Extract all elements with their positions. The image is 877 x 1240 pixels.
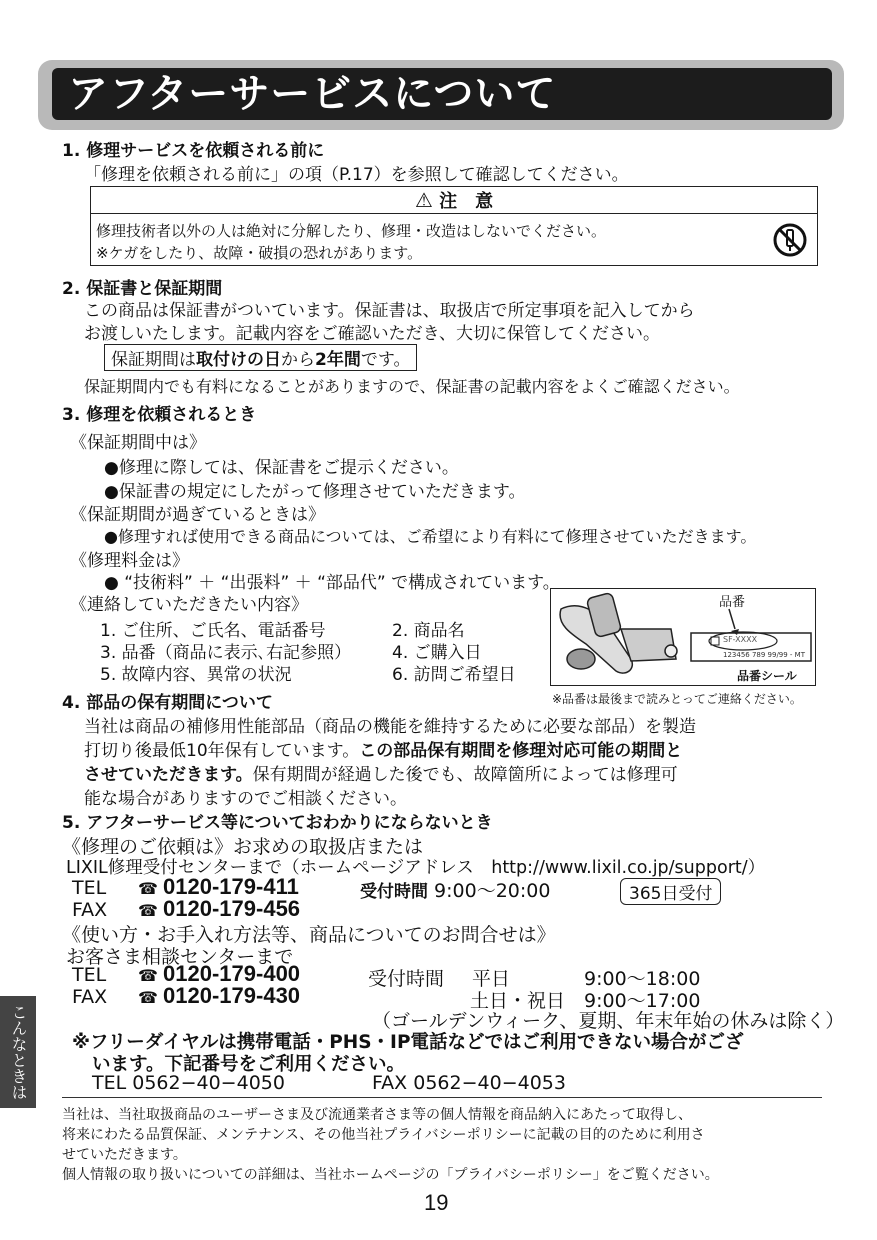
repair-request-to: お求めの取扱店または [233, 836, 424, 858]
privacy-line-1: 当社は、当社取扱商品のユーザーさま及び流通業者さま等の個人情報を商品納入にあたって取得し、 [62, 1107, 692, 1123]
section-4-line-3a: させていただきます。 [84, 765, 253, 785]
bullet-2: ●保証書の規定にしたがって修理させていただきます。 [104, 482, 526, 502]
usage-inquiry-label: 《使い方・お手入れ方法等、商品についてのお問合せは》 [62, 924, 556, 946]
caution-line-1: 修理技術者以外の人は絶対に分解したり、修理・改造はしないでください。 [96, 222, 607, 240]
in-warranty-label: 《保証期間中は》 [70, 433, 206, 453]
figure-seal-code: 123456 789 99/99 - MT [723, 651, 805, 659]
warranty-text-a: 保証期間は [111, 350, 196, 370]
caution-line-2: ※ケガをしたり、故障・破損の恐れがあります。 [96, 244, 423, 262]
warranty-period-box [104, 344, 417, 371]
alt-tel: TEL 0562−40−4050 [92, 1072, 285, 1094]
section-4-line-2 [84, 736, 682, 761]
divider [62, 1097, 822, 1098]
contact-label: 《連絡していただきたい内容》 [70, 595, 308, 615]
bullet-1: ●修理に際しては、保証書をご提示ください。 [104, 458, 459, 478]
figure-label-bottom: 品番シール [737, 669, 797, 683]
freedial-fax2-number [138, 983, 300, 1009]
fax2-label: FAX [72, 986, 108, 1008]
bullet-4: ● “技術料” ＋ “出張料” ＋ “部品代” で構成されています。 [104, 573, 560, 593]
section-2-line-2: お渡しいたします。記載内容をご確認いただき、大切に保管してください。 [84, 324, 660, 344]
holiday-exclusion: （ゴールデンウィーク、夏期、年末年始の休みは除く） [372, 1010, 845, 1032]
section-3-heading: 3. 修理を依頼されるとき [62, 405, 257, 425]
fax2-number: 0120-179-430 [163, 983, 301, 1008]
caution-title: 注 意 [439, 191, 494, 212]
alt-fax: FAX 0562−40−4053 [372, 1072, 566, 1094]
figure-seal-text: SF-XXXX [723, 635, 758, 644]
warranty-text-b: 取付けの日 [196, 350, 281, 370]
section-4-line-1: 当社は商品の補修用性能部品（商品の機能を維持するために必要な部品）を製造 [84, 717, 696, 737]
figure-label-top: 品番 [719, 595, 746, 610]
contact-item-1: 1. ご住所、ご氏名、電話番号 [100, 621, 326, 641]
weekday-label: 平日 [472, 968, 511, 990]
lixil-center-line: LIXIL修理受付センターまで（ホームページアドレス http://www.lixil.co.jp/support/） [66, 858, 766, 878]
caution-header [90, 186, 818, 214]
section-2-line-1: この商品は保証書がついています。保証書は、取扱店で所定事項を記入してから [84, 301, 695, 321]
side-tab: こんなときは [0, 996, 36, 1108]
figure-note: ※品番は最後まで読みとってご連絡ください。 [552, 692, 802, 706]
contact-item-2: 2. 商品名 [392, 621, 465, 641]
section-4-heading: 4. 部品の保有期間について [62, 693, 273, 713]
free-dial-note-2: います。下記番号をご利用ください。 [92, 1054, 406, 1075]
section-4-line-3b: 保有期間が経過した後でも、故障箇所によっては修理可 [252, 765, 678, 785]
section-4-line-2b: この部品保有期間を修理対応可能の期間と [359, 741, 683, 761]
privacy-line-4: 個人情報の取り扱いについての詳細は、当社ホームページの「プライバシーポリシー」をご覧ください。 [62, 1167, 719, 1183]
customer-center: お客さま相談センターまで [66, 946, 294, 968]
privacy-line-2: 将来にわたる品質保証、メンテナンス、その他当社プライバシーポリシーに記載の目的のために利用さ [62, 1127, 705, 1143]
privacy-line-3: せていただきます。 [62, 1147, 187, 1163]
fax-label: FAX [72, 899, 108, 921]
fee-label: 《修理料金は》 [70, 551, 189, 571]
section-2-heading: 2. 保証書と保証期間 [62, 279, 223, 299]
section-4-line-3 [84, 760, 678, 785]
hours-label: 受付時間 [368, 968, 445, 990]
after-warranty-label: 《保証期間が過ぎているときは》 [70, 505, 325, 525]
warranty-text-c: から [281, 350, 315, 370]
contact-item-3: 3. 品番（商品に表示､右記参照） [100, 643, 352, 663]
freedial-icon: ☎ [138, 966, 158, 985]
bullet-3: ●修理すれば使用できる商品については、ご希望により有料にて修理させていただきます。 [104, 527, 757, 546]
section-5-heading: 5. アフターサービス等についておわかりにならないとき [62, 813, 493, 833]
page-title: アフターサービスについて [68, 71, 557, 117]
tel-hours [360, 876, 550, 903]
section-4-line-2a: 打切り後最低10年保有しています。 [84, 741, 360, 761]
section-4-line-4: 能な場合がありますのでご相談ください。 [84, 789, 407, 809]
tel-hours-label: 受付時間 [360, 882, 428, 902]
contact-item-6: 6. 訪問ご希望日 [392, 665, 516, 685]
weekday-hours: 9:00〜18:00 [584, 968, 701, 990]
page-number: 19 [424, 1190, 449, 1215]
tel-hours-value: 9:00〜20:00 [434, 880, 551, 902]
section-1-text: 「修理を依頼される前に」の項（P.17）を参照して確認してください。 [84, 165, 629, 185]
product-label-figure [550, 588, 816, 686]
contact-item-5: 5. 故障内容、異常の状況 [100, 665, 292, 685]
tel2-label: TEL [72, 964, 107, 986]
section-2-note: 保証期間内でも有料になることがありますので、保証書の記載内容をよくご確認ください。 [84, 377, 740, 396]
repair-request-label: 《修理のご依頼は》 [62, 836, 234, 858]
section-1-heading: 1. 修理サービスを依頼される前に [62, 141, 325, 161]
365-badge: 365日受付 [620, 878, 721, 905]
freedial-fax-number [138, 896, 300, 922]
freedial-icon: ☎ [138, 988, 158, 1007]
holiday-label: 土日・祝日 [470, 990, 566, 1012]
freedial-icon: ☎ [138, 901, 158, 920]
warranty-text-e: です。 [360, 350, 411, 370]
contact-item-4: 4. ご購入日 [392, 643, 482, 663]
tel-label: TEL [72, 877, 107, 899]
freedial-icon: ☎ [138, 879, 158, 898]
no-disassembly-icon [772, 222, 808, 262]
warranty-text-d: 2年間 [315, 350, 361, 370]
free-dial-note-1: ※フリーダイヤルは携帯電話・PHS・IP電話などではご利用できない場合がござ [72, 1032, 744, 1053]
warning-triangle-icon: ⚠ [414, 188, 433, 212]
tel-number: 0120-179-411 [163, 874, 299, 899]
tel2-number: 0120-179-400 [163, 961, 301, 986]
holiday-hours: 9:00〜17:00 [584, 990, 701, 1012]
fax-number: 0120-179-456 [163, 896, 301, 921]
